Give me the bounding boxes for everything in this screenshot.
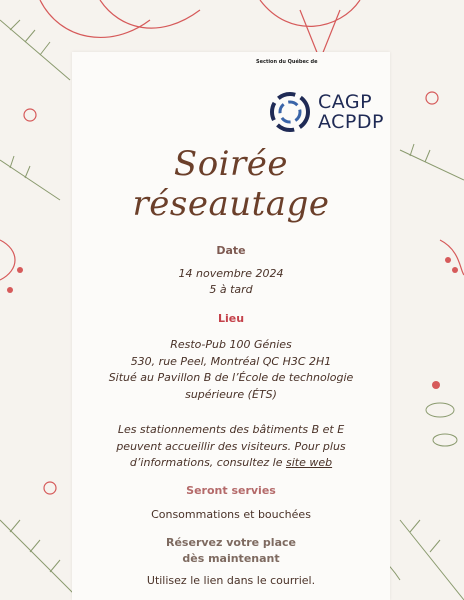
- reserve-text: Utilisez le lien dans le courriel.: [146, 574, 316, 587]
- venue-note-2: supérieure (ÉTS): [185, 387, 277, 401]
- reserve-heading-line2: dès maintenant: [182, 552, 280, 565]
- reserve-heading: [72, 535, 390, 567]
- date-details: [72, 266, 390, 298]
- parking-line-3: [72, 455, 390, 472]
- servies-text: Consommations et bouchées: [151, 508, 311, 521]
- logo-text: [318, 92, 384, 132]
- cagp-logo: [268, 90, 384, 134]
- reserve-heading-line1: Réservez votre place: [166, 536, 296, 549]
- lieu-details: [72, 337, 390, 403]
- logo-swirl-icon: [268, 90, 312, 134]
- logo-line2: ACPDP: [318, 111, 384, 133]
- date-line: 14 novembre 2024: [178, 267, 284, 280]
- invitation-card: [72, 52, 390, 600]
- parking-info: [72, 422, 390, 472]
- logo-line1: CAGP: [318, 91, 373, 113]
- date-heading: Date: [216, 244, 246, 257]
- lieu-heading: Lieu: [217, 312, 245, 325]
- venue-address: 530, rue Peel, Montréal QC H3C 2H1: [130, 354, 332, 368]
- time-line: 5 à tard: [209, 283, 253, 296]
- site-web-link[interactable]: site web: [285, 456, 333, 469]
- parking-line-1: Les stationnements des bâtiments B et E: [117, 423, 345, 436]
- servies-heading: Seront servies: [186, 484, 276, 497]
- section-label: Section du Québec de: [256, 59, 318, 65]
- parking-line-2: peuvent accueillir des visiteurs. Pour plus: [116, 439, 346, 453]
- event-title: Soirée réseautage: [132, 144, 330, 224]
- parking-line-3-text: d’informations, consultez le: [129, 456, 286, 469]
- venue-note-1: Situé au Pavillon B de l’École de technologie: [108, 371, 354, 384]
- venue-name: Resto-Pub 100 Génies: [170, 338, 292, 351]
